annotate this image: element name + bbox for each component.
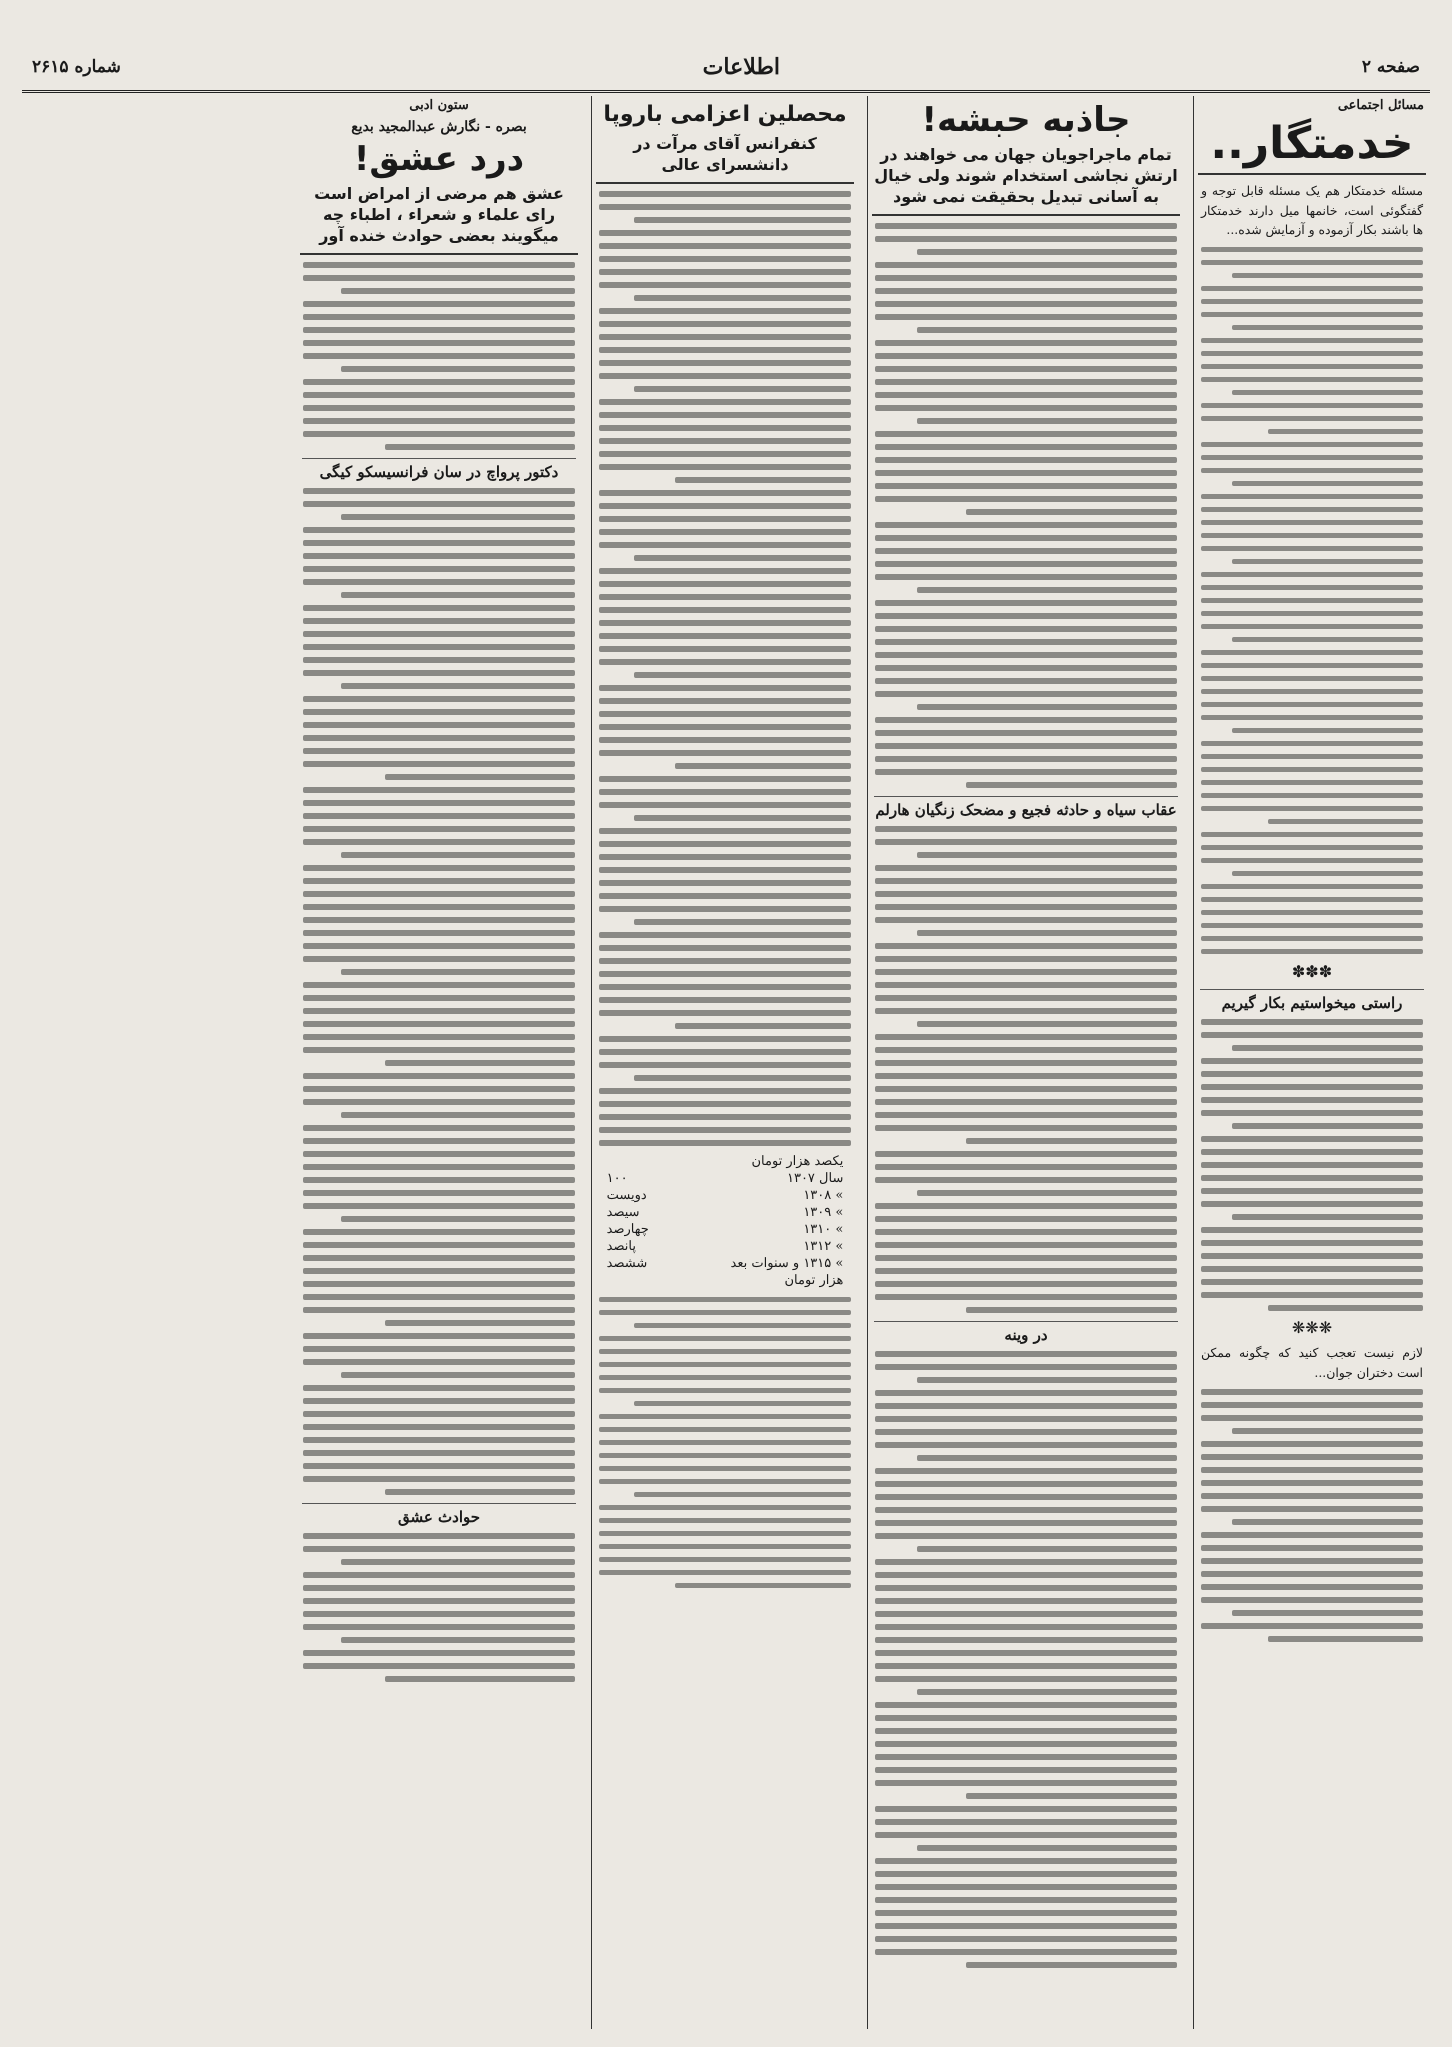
table-row: » ۱۳۰۹ سیصد <box>606 1205 844 1221</box>
columns <box>22 96 1430 2029</box>
article-body-3 <box>296 1533 582 1682</box>
divider <box>596 182 854 184</box>
headline-ethiopia: جاذبه حبشه! <box>921 100 1131 140</box>
article-lead: مسئله خدمتکار هم یک مسئله قابل توجه و گفتگوئی است، خانمها میل دارند خدمتکار ها باشند بکار آزموده و آزمایش شده... <box>1201 183 1423 237</box>
article-body <box>1194 247 1430 955</box>
subhead-harlem: عقاب سیاه و حادثه فجیع و مضحک زنگیان هارلم <box>874 796 1178 819</box>
column-literary <box>296 96 582 2029</box>
section-label: ستون ادبی <box>409 98 469 113</box>
article-body-2 <box>592 1297 858 1589</box>
issue-number: شماره ۲۶۱۵ <box>32 57 121 77</box>
ornament-divider-icon: ❋❋❋ <box>1291 1318 1333 1338</box>
article-body-2 <box>1194 1019 1430 1311</box>
page-number: صفحه ۲ <box>1361 57 1420 77</box>
table-note: هزار تومان <box>784 1273 844 1289</box>
column-social <box>1193 96 1430 2029</box>
table-title: یکصد هزار تومان <box>751 1154 844 1170</box>
headline-servant: خدمتگار.. <box>1210 118 1414 169</box>
paper-name: اطلاعات <box>702 54 780 80</box>
section-label: مسائل اجتماعی <box>1337 98 1424 113</box>
article-body-3 <box>1194 1389 1430 1642</box>
subhead-love-incidents: حوادث عشق <box>302 1503 576 1526</box>
deck-love: عشق هم مرضی از امراض است رای علماء و شعراء ، اطباء چه میگویند بعضی حوادث خنده آور <box>314 184 564 245</box>
divider <box>300 253 578 255</box>
table-row: » ۱۳۱۵ و سنوات بعد ششصد <box>606 1256 844 1272</box>
subhead-doctor: دکتور پرواچ در سان فرانسیسکو کیگی <box>302 458 576 481</box>
budget-table <box>603 1153 848 1289</box>
headline-students: محصلین اعزامی باروپا <box>603 102 847 127</box>
subhead-vienna: در وینه <box>874 1321 1178 1344</box>
byline: بصره - نگارش عبدالمجید بدیع <box>351 119 527 135</box>
article-body <box>296 262 582 450</box>
headline-love: درد عشق! <box>353 139 525 179</box>
table-row: » ۱۳۱۲ پانصد <box>606 1239 844 1255</box>
ornament-star-icon: ✽✽✽ <box>1291 961 1333 981</box>
column-ethiopia <box>867 96 1184 2029</box>
table-row: سال ۱۳۰۷ ۱۰۰ <box>606 1171 844 1187</box>
article-body <box>868 223 1184 788</box>
deck-students: کنفرانس آقای مرآت در دانشسرای عالی <box>633 134 817 175</box>
article-body <box>592 191 858 1146</box>
divider <box>1198 173 1426 175</box>
article-tail: لازم نیست تعجب کنید که چگونه ممکن است دختران جوان... <box>1201 1345 1423 1380</box>
column-students <box>591 96 858 2029</box>
deck-ethiopia: تمام ماجراجویان جهان می خواهند در ارتش نجاشی استخدام شوند ولی خیال به آسانی تبدیل بحقیقت نمی شود <box>874 145 1178 206</box>
article-body-2 <box>868 826 1184 1313</box>
table-row: » ۱۳۰۸ دویست <box>606 1188 844 1204</box>
masthead <box>22 44 1430 93</box>
article-body-3 <box>868 1351 1184 1968</box>
table-row: » ۱۳۱۰ چهارصد <box>606 1222 844 1238</box>
divider <box>872 214 1180 216</box>
subhead-social: راستی میخواستیم بکار گیریم <box>1200 989 1424 1012</box>
article-body-2 <box>296 488 582 1495</box>
